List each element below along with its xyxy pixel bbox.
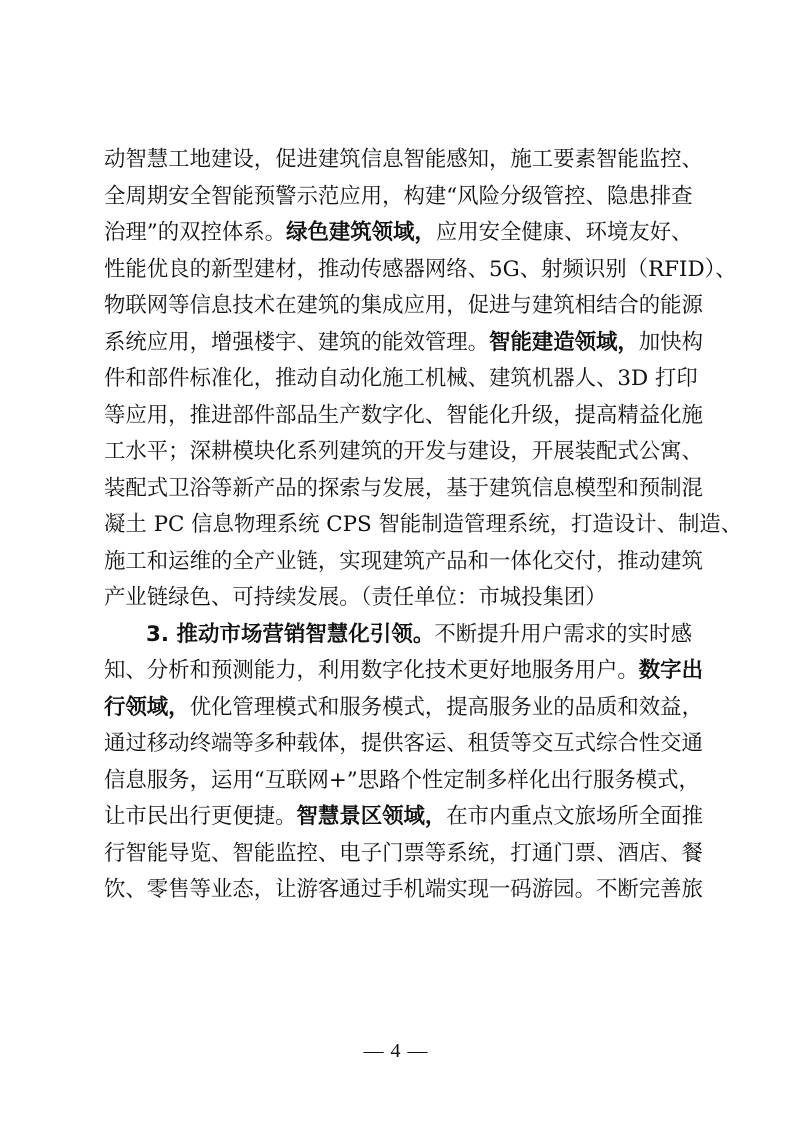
- body-text-run: 系统应用，增强楼宇、建筑的能效管理。: [104, 329, 490, 355]
- text-line: [104, 179, 692, 216]
- body-text-run: 物联网等信息技术在建筑的集成应用，促进与建筑相结合的能源: [104, 293, 703, 318]
- body-text-run: 在市内重点文旅场所全面推: [446, 804, 703, 829]
- text-line: [104, 799, 703, 836]
- text-line: [104, 142, 703, 179]
- text-line: [104, 471, 703, 508]
- text-line: [104, 726, 703, 763]
- body-text-run: 信息服务，运用“互联网+”思路个性定制多样化出行服务模式，: [104, 767, 700, 793]
- bold-heading-text: 行领域，: [104, 694, 190, 720]
- text-line: [104, 544, 703, 581]
- bold-heading-text: 数字出: [638, 658, 703, 683]
- body-text-run: 不断提升用户需求的实时感: [434, 621, 692, 647]
- text-line: [104, 690, 703, 727]
- body-text-run: 施工和运维的全产业链，实现建筑产品和一体化交付，推动建筑: [104, 548, 703, 574]
- body-text-run: 装配式卫浴等新产品的探索与发展，基于建筑信息模型和预制混: [104, 475, 703, 501]
- body-text-run: 凝土 PC 信息物理系统 CPS 智能制造管理系统，打造设计、制造、: [104, 512, 743, 537]
- bold-heading-text: 绿色建筑领域，: [286, 220, 436, 245]
- body-text-run: 等应用，推进部件部品生产数字化、智能化升级，提高精益化施: [104, 402, 703, 428]
- text-line: [104, 580, 692, 617]
- text-line: [104, 361, 698, 398]
- text-line: [104, 215, 692, 252]
- body-text-run: 饮、零售等业态，让游客通过手机端实现一码游园。不断完善旅: [104, 877, 703, 902]
- paragraph-green-building: [104, 142, 743, 617]
- body-text-run: 应用安全健康、环境友好、: [435, 220, 693, 245]
- body-text-run: 性能优良的新型建材，推动传感器网络、5G、射频识别（RFID）、: [104, 256, 737, 282]
- bold-heading-text: 智慧景区领域，: [296, 804, 447, 829]
- text-line: [104, 763, 700, 800]
- text-line: [104, 653, 703, 690]
- body-text-run: 让市民出行更便捷。: [104, 804, 297, 829]
- body-text-run: 知、分析和预测能力，利用数字化技术更好地服务用户。: [104, 658, 639, 683]
- body-text-run: 治理”的双控体系。: [104, 220, 287, 245]
- body-text-run: 工水平；深耕模块化系列建筑的开发与建设，开展装配式公寓、: [104, 439, 703, 464]
- text-line: [104, 252, 737, 289]
- text-line: [104, 836, 703, 873]
- bold-heading-text: 3. 推动市场营销智慧化引领。: [146, 621, 435, 647]
- text-line: [104, 325, 703, 362]
- text-line: [104, 507, 743, 544]
- paragraph-smart-marketing: [104, 617, 703, 909]
- body-text: [104, 142, 743, 909]
- body-text-run: 产业链绿色、可持续发展。（责任单位：市城投集团）: [104, 585, 607, 610]
- body-text-run: 通过移动终端等多种载体，提供客运、租赁等交互式综合性交通: [104, 731, 703, 756]
- body-text-run: 件和部件标准化，推动自动化施工机械、建筑机器人、3D 打印: [104, 366, 698, 391]
- text-line: [104, 434, 703, 471]
- body-text-run: 行智能导览、智能监控、电子门票等系统，打通门票、酒店、餐: [104, 840, 703, 866]
- body-text-run: 全周期安全智能预警示范应用，构建“风险分级管控、隐患排查: [104, 183, 693, 209]
- text-line: [104, 617, 692, 654]
- text-line: [104, 288, 703, 325]
- text-line: [104, 398, 703, 435]
- text-line: [104, 872, 703, 909]
- body-text-run: 优化管理模式和服务模式，提高服务业的品质和效益，: [189, 694, 703, 720]
- bold-heading-text: 智能建造领域，: [489, 329, 639, 355]
- body-text-run: 加快构: [638, 329, 703, 355]
- body-text-run: 动智慧工地建设，促进建筑信息智能感知，施工要素智能监控、: [104, 147, 703, 172]
- page-number: — 4 —: [363, 1040, 429, 1062]
